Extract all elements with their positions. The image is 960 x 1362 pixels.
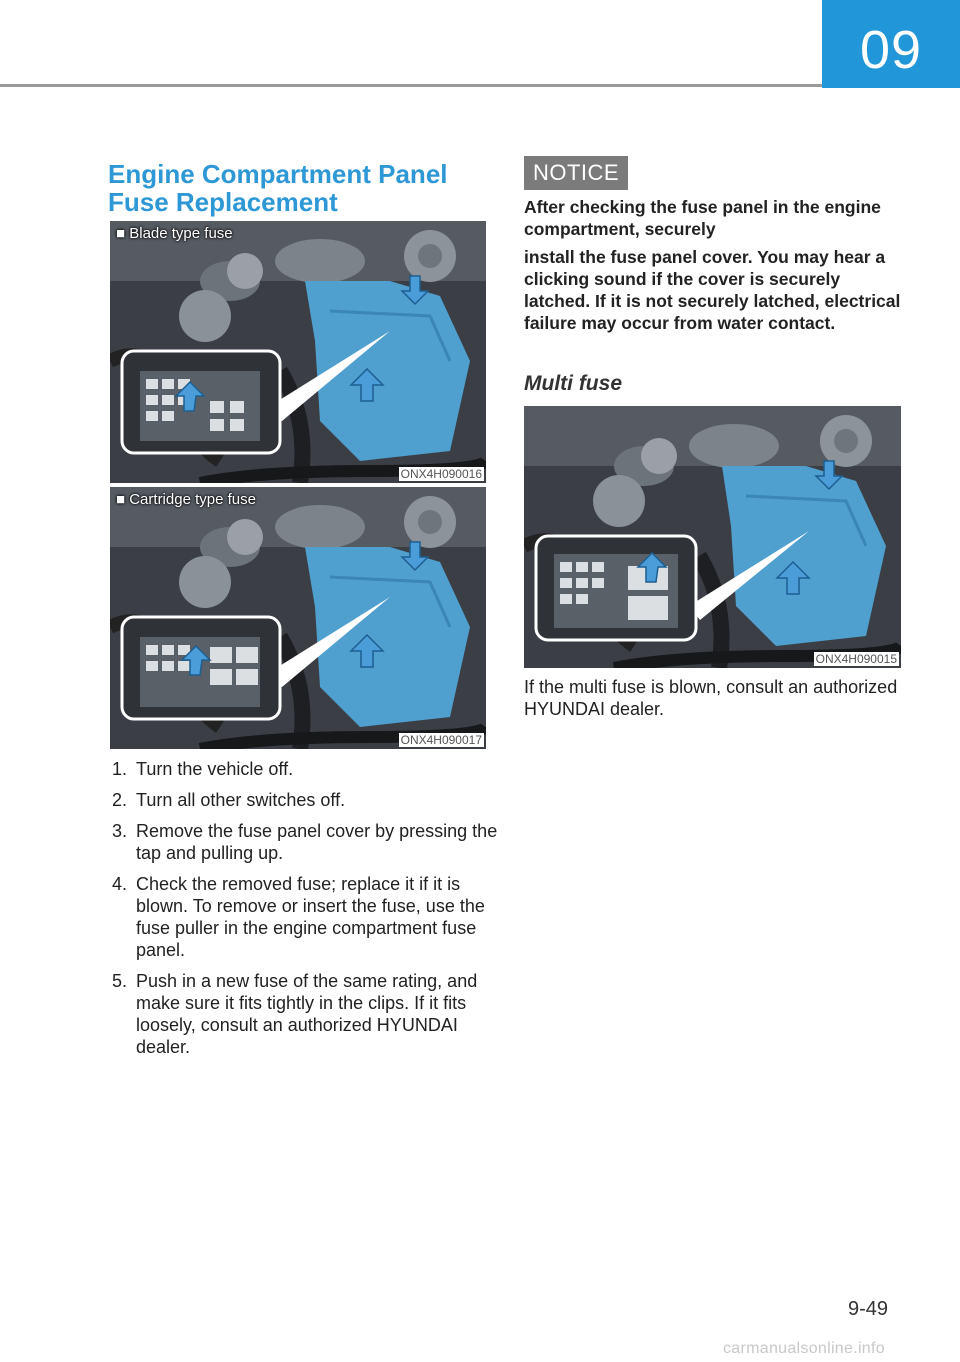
step-number: 1. bbox=[112, 759, 128, 779]
figure-code: ONX4H090015 bbox=[815, 652, 897, 666]
section-title: Engine Compartment Panel Fuse Replacement bbox=[108, 159, 448, 217]
list-item bbox=[112, 758, 502, 780]
step-text: Push in a new fuse of the same rating, and make sure it fits tightly in the clips. If it fits loosely, consult an authorized HYUNDAI dealer. bbox=[136, 971, 478, 1057]
step-number: 5. bbox=[112, 971, 128, 991]
figure-code: ONX4H090017 bbox=[400, 733, 482, 747]
figure-blade-fuse bbox=[110, 221, 486, 483]
notice-paragraph: install the fuse panel cover. You may hear a clicking sound if the cover is securely latched. If it is not securely latched, electrical failure may occur from water contact. bbox=[524, 247, 901, 333]
list-item bbox=[112, 873, 502, 961]
notice-text bbox=[524, 196, 904, 340]
list-item bbox=[112, 789, 502, 811]
list-item bbox=[112, 820, 502, 864]
watermark: carmanualsonline.info bbox=[723, 1340, 885, 1357]
engine-bay-illustration bbox=[110, 221, 486, 483]
instruction-steps bbox=[112, 758, 502, 1067]
engine-bay-illustration bbox=[110, 487, 486, 749]
step-number: 3. bbox=[112, 821, 128, 841]
notice-badge: NOTICE bbox=[524, 156, 628, 190]
page-number: 9-49 bbox=[848, 1298, 889, 1320]
step-text: Check the removed fuse; replace it if it is blown. To remove or insert the fuse, use the fuse puller in the engine compartment fuse panel. bbox=[136, 874, 485, 960]
step-text: Turn all other switches off. bbox=[136, 790, 346, 810]
engine-bay-illustration bbox=[524, 406, 901, 668]
multi-fuse-text: If the multi fuse is blown, consult an authorized HYUNDAI dealer. bbox=[524, 677, 898, 719]
step-text: Remove the fuse panel cover by pressing the tap and pulling up. bbox=[136, 821, 498, 863]
step-text: Turn the vehicle off. bbox=[136, 759, 294, 779]
chapter-tab: 09 bbox=[822, 0, 960, 88]
figure-caption: ■ Blade type fuse bbox=[116, 225, 233, 242]
step-number: 4. bbox=[112, 874, 128, 894]
header-rule bbox=[0, 84, 822, 87]
list-item bbox=[112, 970, 502, 1058]
notice-paragraph: After checking the fuse panel in the engine compartment, securely bbox=[524, 197, 881, 239]
figure-cartridge-fuse bbox=[110, 487, 486, 749]
step-number: 2. bbox=[112, 790, 128, 810]
figure-code: ONX4H090016 bbox=[400, 467, 482, 481]
multi-fuse-heading: Multi fuse bbox=[524, 372, 622, 395]
figure-multi-fuse bbox=[524, 406, 901, 668]
figure-caption: ■ Cartridge type fuse bbox=[116, 491, 256, 508]
